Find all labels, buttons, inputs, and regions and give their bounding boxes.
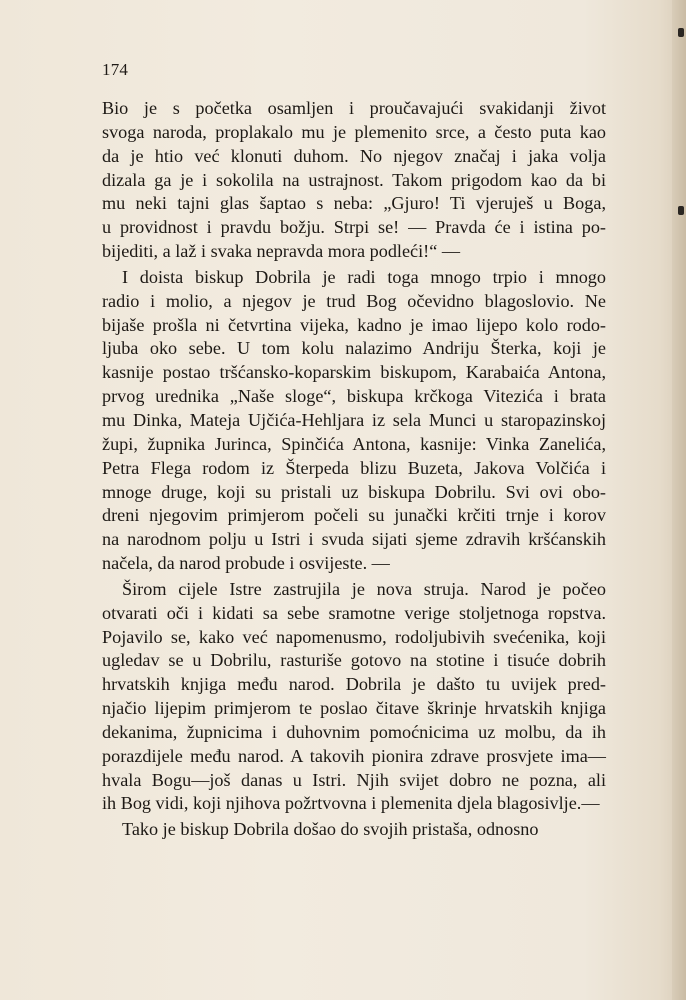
paragraph: [102, 578, 606, 816]
text-line: bijaše prošla ni četvrtina vijeka, kadno je imao lijepo kolo rodo-: [102, 314, 606, 335]
text-line: mnoge druge, koji su pristali uz biskupa Dobrilu. Svi ovi obo-: [102, 481, 606, 502]
text-line: Tako je biskup Dobrila došao do svojih pristaša, odnosno: [122, 819, 539, 840]
text-line: načela, da narod probude i osvijeste. —: [102, 553, 390, 574]
text-line: dreni njegovim primjerom počeli su junački krčiti trnje i korov: [102, 505, 606, 526]
text-line: župi, župnika Jurinca, Spinčića Antona, kasnije: Vinka Zanelića,: [102, 433, 606, 454]
page-number: 174: [102, 60, 129, 79]
text-line: Bio je s početka osamljen i proučavajući svakidanji život: [102, 98, 606, 118]
paragraph: [102, 97, 606, 264]
text-line: da je htio već klonuti duhom. No njegov značaj i jaka volja: [102, 145, 606, 166]
text-line: u providnost i pravdu božju. Strpi se! — Pravda će i istina po-: [102, 217, 606, 238]
text-line: Petra Flega rodom iz Šterpeda blizu Buzeta, Jakova Volčića i: [102, 457, 606, 478]
text-line: hvala Bogu—još danas u Istri. Njih svijet dobro ne pozna, ali: [102, 769, 606, 790]
edge-mark: [678, 28, 684, 37]
text-line: dekanima, župnicima i duhovnim pomoćnicima uz molbu, da ih: [102, 721, 606, 742]
paragraph: [102, 266, 606, 576]
page-edge: [672, 0, 686, 1000]
text-line: ugledav se u Dobrilu, rasturiše gotovo na stotine i tisuće dobrih: [102, 650, 606, 671]
text-line: mu Dinka, Mateja Ujčića-Hehljara iz sela Munci u staropazinskoj: [102, 409, 606, 430]
text-line: mu neki tajni glas šaptao s neba: „Gjuro! Ti vjeruješ u Boga,: [102, 193, 606, 214]
text-line: porazdijele među narod. A takovih pionira zdrave prosvjete ima—: [102, 745, 606, 766]
text-line: kasnije postao tršćansko-koparskim biskupom, Karabaića Antona,: [102, 362, 606, 383]
text-line: otvarati oči i kidati sa sebe sramotne verige stoljetnoga ropstva.: [102, 602, 606, 623]
text-line: ih Bog vidi, koji njihova požrtvovna i plemenita djela blagosivlje.—: [102, 793, 600, 814]
text-line: ljuba oko sebe. U tom kolu nalazimo Andriju Šterka, koji je: [102, 338, 606, 359]
body-text: [102, 97, 606, 842]
text-line: radio i molio, a njegov je trud Bog očevidno blagoslovio. Ne: [102, 290, 606, 311]
text-line: bijediti, a laž i svaka nepravda mora podleći!“ —: [102, 241, 461, 262]
text-line: dizala ga je i sokolila na ustrajnost. Takom prigodom kao da bi: [102, 169, 606, 190]
text-line: Širom cijele Istre zastrujila je nova struja. Narod je počeo: [122, 578, 606, 599]
text-line: na narodnom polju u Istri i svuda sijati sjeme zdravih kršćanskih: [102, 529, 606, 550]
text-line: prvog urednika „Naše sloge“, biskupa krčkoga Vitezića i brata: [102, 386, 606, 407]
text-line: Pojavilo se, kako već napomenusmo, rodoljubivih svećenika, koji: [102, 626, 606, 647]
edge-mark: [678, 206, 684, 215]
text-line: njačio lijepim primjerom te poslao čitave škrinje hrvatskih knjiga: [102, 698, 606, 719]
text-line: hrvatskih knjiga među narod. Dobrila je dašto tu uvijek pred-: [102, 674, 606, 695]
text-line: svoga naroda, proplakalo mu je plemenito srce, a često puta kao: [102, 121, 606, 142]
text-line: I doista biskup Dobrila je radi toga mnogo trpio i mnogo: [122, 266, 606, 287]
paragraph: [102, 818, 606, 842]
